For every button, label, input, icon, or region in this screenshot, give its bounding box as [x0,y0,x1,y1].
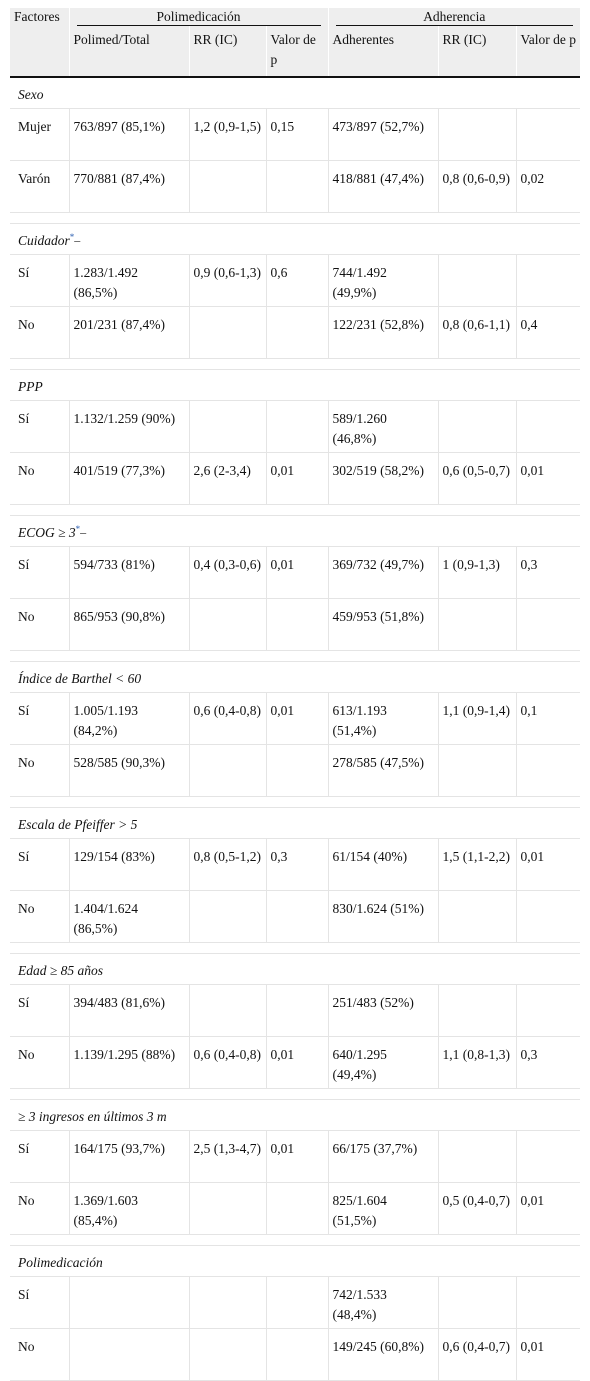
table-cell: 0,01 [516,839,580,891]
row-label: Sí [10,255,69,307]
table-row [10,109,580,161]
table-cell [189,161,266,213]
column-header: RR (IC) [438,26,516,77]
section-header-row [10,516,580,547]
table-cell: 1,2 (0,9-1,5) [189,109,266,161]
table-cell [189,599,266,651]
table-cell [438,1131,516,1183]
table-cell: 830/1.624 (51%) [328,891,438,943]
section-header-row [10,1246,580,1277]
column-header: Polimed/Total [69,26,189,77]
table-cell [266,891,328,943]
row-label: No [10,453,69,505]
section-title-cell [10,224,580,255]
row-label: No [10,1329,69,1381]
row-label: Varón [10,161,69,213]
table-cell [266,307,328,359]
section-title-cell [10,662,580,693]
section-spacer [10,213,580,224]
row-label: No [10,599,69,651]
table-cell: 763/897 (85,1%) [69,109,189,161]
row-label: Sí [10,839,69,891]
table-cell: 0,8 (0,6-1,1) [438,307,516,359]
table-cell: 1.005/1.193 (84,2%) [69,693,189,745]
table-row [10,161,580,213]
table-cell: 0,01 [266,1037,328,1089]
section-title-cell [10,370,580,401]
table-cell: 1.369/1.603 (85,4%) [69,1183,189,1235]
table-row [10,401,580,453]
section-spacer [10,1235,580,1246]
section-title: Sexo [18,87,44,102]
section-title: PPP [18,379,43,394]
table-cell: 528/585 (90,3%) [69,745,189,797]
table-cell: 613/1.193 (51,4%) [328,693,438,745]
table-cell [266,599,328,651]
row-label: No [10,1037,69,1089]
table-row [10,255,580,307]
table-cell: 0,02 [516,161,580,213]
table-cell: 201/231 (87,4%) [69,307,189,359]
header-group-adherencia [328,8,580,26]
table-cell [438,891,516,943]
table-cell [438,109,516,161]
table-row [10,599,580,651]
section-header-row [10,808,580,839]
section-title-cell [10,1100,580,1131]
table-cell: 1,1 (0,9-1,4) [438,693,516,745]
section-title-cell [10,954,580,985]
table-cell: 0,3 [516,547,580,599]
table-cell [189,1329,266,1381]
table-cell: 0,01 [516,453,580,505]
section-spacer-cell [10,1089,580,1100]
table-row [10,307,580,359]
table-cell: 1,5 (1,1-2,2) [438,839,516,891]
table-cell [189,745,266,797]
header-group-adherencia-label: Adherencia [336,8,574,26]
table-cell [266,745,328,797]
table-cell [516,1131,580,1183]
section-title: ECOG ≥ 3 [18,525,76,540]
table-body [10,77,580,1381]
table-cell: 61/154 (40%) [328,839,438,891]
section-title: Polimedicación [18,1255,103,1270]
header-factores-spacer [10,26,69,77]
table-cell [189,307,266,359]
section-title: ≥ 3 ingresos en últimos 3 m [18,1109,167,1124]
section-title: Escala de Pfeiffer > 5 [18,817,138,832]
table-cell: 418/881 (47,4%) [328,161,438,213]
table-cell [438,745,516,797]
table-cell: 0,01 [266,453,328,505]
table-row [10,1037,580,1089]
section-spacer [10,651,580,662]
table-row [10,985,580,1037]
table-cell [516,109,580,161]
section-title: Edad ≥ 85 años [18,963,104,978]
table-cell: 0,01 [266,547,328,599]
table-cell [189,401,266,453]
table-cell: 1.132/1.259 (90%) [69,401,189,453]
table-cell: 0,01 [266,693,328,745]
table-cell: 369/732 (49,7%) [328,547,438,599]
header-group-polimedicacion [69,8,328,26]
table-cell [189,1277,266,1329]
section-spacer-cell [10,943,580,954]
table-cell [266,1277,328,1329]
section-header-row [10,77,580,109]
table-cell: 394/483 (81,6%) [69,985,189,1037]
section-spacer [10,359,580,370]
table-cell: 129/154 (83%) [69,839,189,891]
table-cell: 640/1.295 (49,4%) [328,1037,438,1089]
section-title-cell [10,1246,580,1277]
table-cell [266,401,328,453]
table-row [10,1131,580,1183]
table-cell [516,985,580,1037]
table-cell: 0,6 (0,4-0,8) [189,1037,266,1089]
row-label: No [10,891,69,943]
table-cell: 1,1 (0,8-1,3) [438,1037,516,1089]
table-cell [516,599,580,651]
table-cell: 1.139/1.295 (88%) [69,1037,189,1089]
section-title: Cuidador [18,233,70,248]
table-row [10,891,580,943]
footnote-link[interactable]: * – [76,524,87,534]
table-cell: 589/1.260 (46,8%) [328,401,438,453]
section-title-cell [10,516,580,547]
table-cell: 744/1.492 (49,9%) [328,255,438,307]
table-cell: 2,6 (2-3,4) [189,453,266,505]
header-factores: Factores [10,8,69,26]
column-header: Valor de p [516,26,580,77]
column-header: Valor de p [266,26,328,77]
table-cell [438,1277,516,1329]
table-cell: 1.283/1.492 (86,5%) [69,255,189,307]
table-cell: 0,5 (0,4-0,7) [438,1183,516,1235]
section-header-row [10,370,580,401]
row-label: Sí [10,1131,69,1183]
section-spacer-cell [10,651,580,662]
header-group-polimedicacion-label: Polimedicación [77,8,321,26]
table-cell [438,599,516,651]
table-row [10,693,580,745]
table-cell [189,1183,266,1235]
section-spacer [10,1089,580,1100]
section-spacer [10,943,580,954]
table-cell: 0,3 [266,839,328,891]
table-cell: 0,6 (0,4-0,8) [189,693,266,745]
table-row [10,1183,580,1235]
table-cell: 401/519 (77,3%) [69,453,189,505]
table-cell: 0,01 [516,1183,580,1235]
table-cell: 66/175 (37,7%) [328,1131,438,1183]
table-row [10,745,580,797]
table-cell: 0,4 [516,307,580,359]
results-table [10,8,580,1381]
table-cell: 278/585 (47,5%) [328,745,438,797]
table-cell [516,401,580,453]
section-spacer-cell [10,1235,580,1246]
row-label: Sí [10,547,69,599]
table-cell: 164/175 (93,7%) [69,1131,189,1183]
table-cell [69,1277,189,1329]
table-cell: 459/953 (51,8%) [328,599,438,651]
table-cell [516,255,580,307]
table-cell [516,745,580,797]
table-cell [438,985,516,1037]
table-cell: 0,9 (0,6-1,3) [189,255,266,307]
table-cell [189,891,266,943]
table-cell: 0,01 [266,1131,328,1183]
section-header-row [10,1100,580,1131]
table-cell: 742/1.533 (48,4%) [328,1277,438,1329]
row-label: No [10,745,69,797]
section-spacer-cell [10,213,580,224]
section-spacer-cell [10,797,580,808]
table-cell: 0,6 (0,4-0,7) [438,1329,516,1381]
section-spacer-cell [10,359,580,370]
table-cell [516,891,580,943]
table-cell: 770/881 (87,4%) [69,161,189,213]
table-cell: 122/231 (52,8%) [328,307,438,359]
table-cell: 0,3 [516,1037,580,1089]
section-title: Índice de Barthel < 60 [18,671,142,686]
table-cell: 594/733 (81%) [69,547,189,599]
table-cell: 302/519 (58,2%) [328,453,438,505]
table-cell [516,1277,580,1329]
table-cell: 0,1 [516,693,580,745]
table-cell [438,255,516,307]
table-cell: 0,4 (0,3-0,6) [189,547,266,599]
table-cell: 473/897 (52,7%) [328,109,438,161]
table-cell [438,401,516,453]
row-label: Sí [10,985,69,1037]
table-cell: 0,8 (0,5-1,2) [189,839,266,891]
table-cell: 825/1.604 (51,5%) [328,1183,438,1235]
table-cell [266,161,328,213]
footnote-link[interactable]: * – [70,232,81,242]
table-container [10,8,580,1381]
table-cell: 149/245 (60,8%) [328,1329,438,1381]
column-header: RR (IC) [189,26,266,77]
row-label: Sí [10,401,69,453]
table-cell: 0,6 [266,255,328,307]
section-spacer [10,797,580,808]
table-cell: 0,6 (0,5-0,7) [438,453,516,505]
table-cell [266,1183,328,1235]
table-cell: 1.404/1.624 (86,5%) [69,891,189,943]
column-header: Adherentes [328,26,438,77]
table-cell [189,985,266,1037]
section-header-row [10,662,580,693]
section-spacer [10,505,580,516]
table-row [10,1277,580,1329]
row-label: Sí [10,1277,69,1329]
table-cell: 865/953 (90,8%) [69,599,189,651]
table-cell: 0,01 [516,1329,580,1381]
table-row [10,1329,580,1381]
table-cell: 1 (0,9-1,3) [438,547,516,599]
section-header-row [10,224,580,255]
section-spacer-cell [10,505,580,516]
row-label: Mujer [10,109,69,161]
section-title-cell [10,77,580,109]
row-label: No [10,307,69,359]
table-cell: 2,5 (1,3-4,7) [189,1131,266,1183]
table-row [10,547,580,599]
section-title-cell [10,808,580,839]
table-cell: 251/483 (52%) [328,985,438,1037]
table-row [10,453,580,505]
row-label: No [10,1183,69,1235]
table-row [10,839,580,891]
table-cell: 0,15 [266,109,328,161]
section-header-row [10,954,580,985]
table-cell [266,1329,328,1381]
row-label: Sí [10,693,69,745]
table-cell: 0,8 (0,6-0,9) [438,161,516,213]
table-cell [69,1329,189,1381]
table-cell [266,985,328,1037]
